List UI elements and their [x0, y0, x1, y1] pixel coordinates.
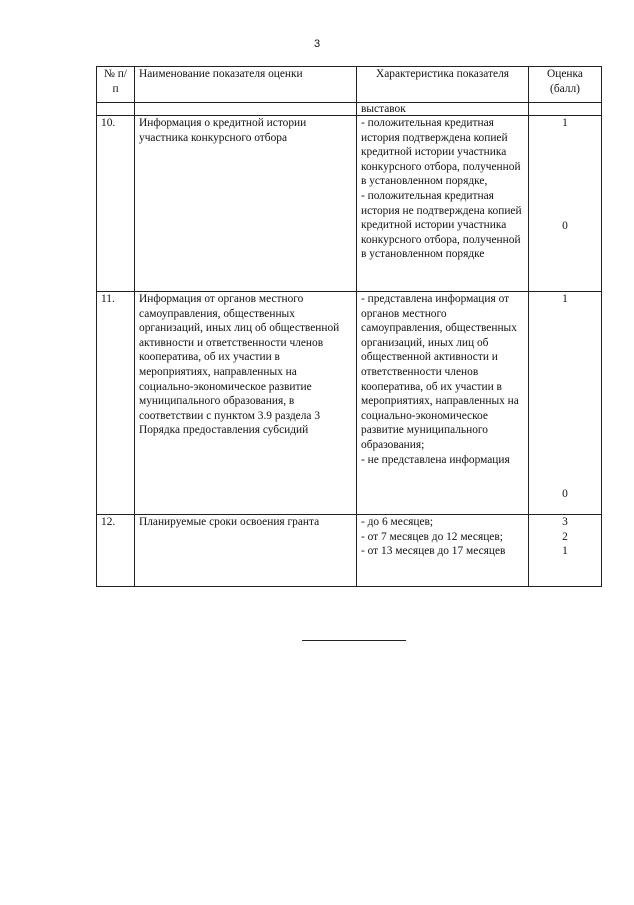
evaluation-criteria-table [96, 66, 602, 587]
score-value: 1 [562, 293, 568, 305]
criterion-description [357, 515, 529, 587]
description-item: - от 13 месяцев до 17 месяцев [361, 545, 506, 558]
criterion-name: Информация о кредитной истории участника конкурсного отбора [135, 116, 357, 292]
score-value: 3 [562, 516, 568, 528]
end-separator-line [302, 640, 406, 641]
score-cell [529, 515, 602, 587]
row-number: 10. [97, 116, 135, 292]
description-item: - представлена информация от органов местного самоуправления, общественных организаций, иных лиц об общественной активности и ответственности членов кооператива, об их участии в мероприятиях, направленных на социально-экономическое развитие муниципального образования; [361, 293, 519, 451]
continuation-row [97, 103, 602, 116]
score-cell [529, 116, 602, 292]
header-name: Наименование показателя оценки [135, 67, 357, 103]
criterion-description [357, 116, 529, 292]
header-description: Характеристика показателя [357, 67, 529, 103]
continued-text: выставок [357, 103, 529, 116]
description-item: - не представлена информация [361, 453, 510, 466]
row-number: 12. [97, 515, 135, 587]
description-item: - от 7 месяцев до 12 месяцев; [361, 530, 503, 543]
criterion-description [357, 292, 529, 515]
score-value: 1 [562, 117, 568, 129]
description-item: - положительная кредитная история подтверждена копией кредитной истории участника конкурсного отбора, полученной в установленном порядке, [361, 117, 521, 188]
score-value: 2 [562, 530, 568, 543]
table-row [97, 292, 602, 515]
table-row [97, 515, 602, 587]
header-score: Оценка (балл) [529, 67, 602, 103]
score-cell [529, 292, 602, 515]
row-number: 11. [97, 292, 135, 515]
score-value: 0 [562, 487, 568, 500]
criterion-name: Информация от органов местного самоуправления, общественных организаций, иных лиц об общественной активности и ответственности членов кооператива, об их участии в мероприятиях, направленных на социально-экономическое развитие муниципального образования, в соответствии с пунктом 3.9 раздела 3 Порядка предоставления субсидий [135, 292, 357, 515]
score-value: 0 [562, 219, 568, 232]
table-row [97, 116, 602, 292]
criterion-name: Планируемые сроки освоения гранта [135, 515, 357, 587]
description-item: - положительная кредитная история не подтверждена копией кредитной истории участника конкурсного отбора, полученной в установленном порядке [361, 189, 522, 261]
header-num: № п/п [97, 67, 135, 103]
table-header-row [97, 67, 602, 103]
page-number: 3 [313, 38, 321, 50]
description-item: - до 6 месяцев; [361, 516, 434, 528]
score-value: 1 [562, 545, 568, 558]
